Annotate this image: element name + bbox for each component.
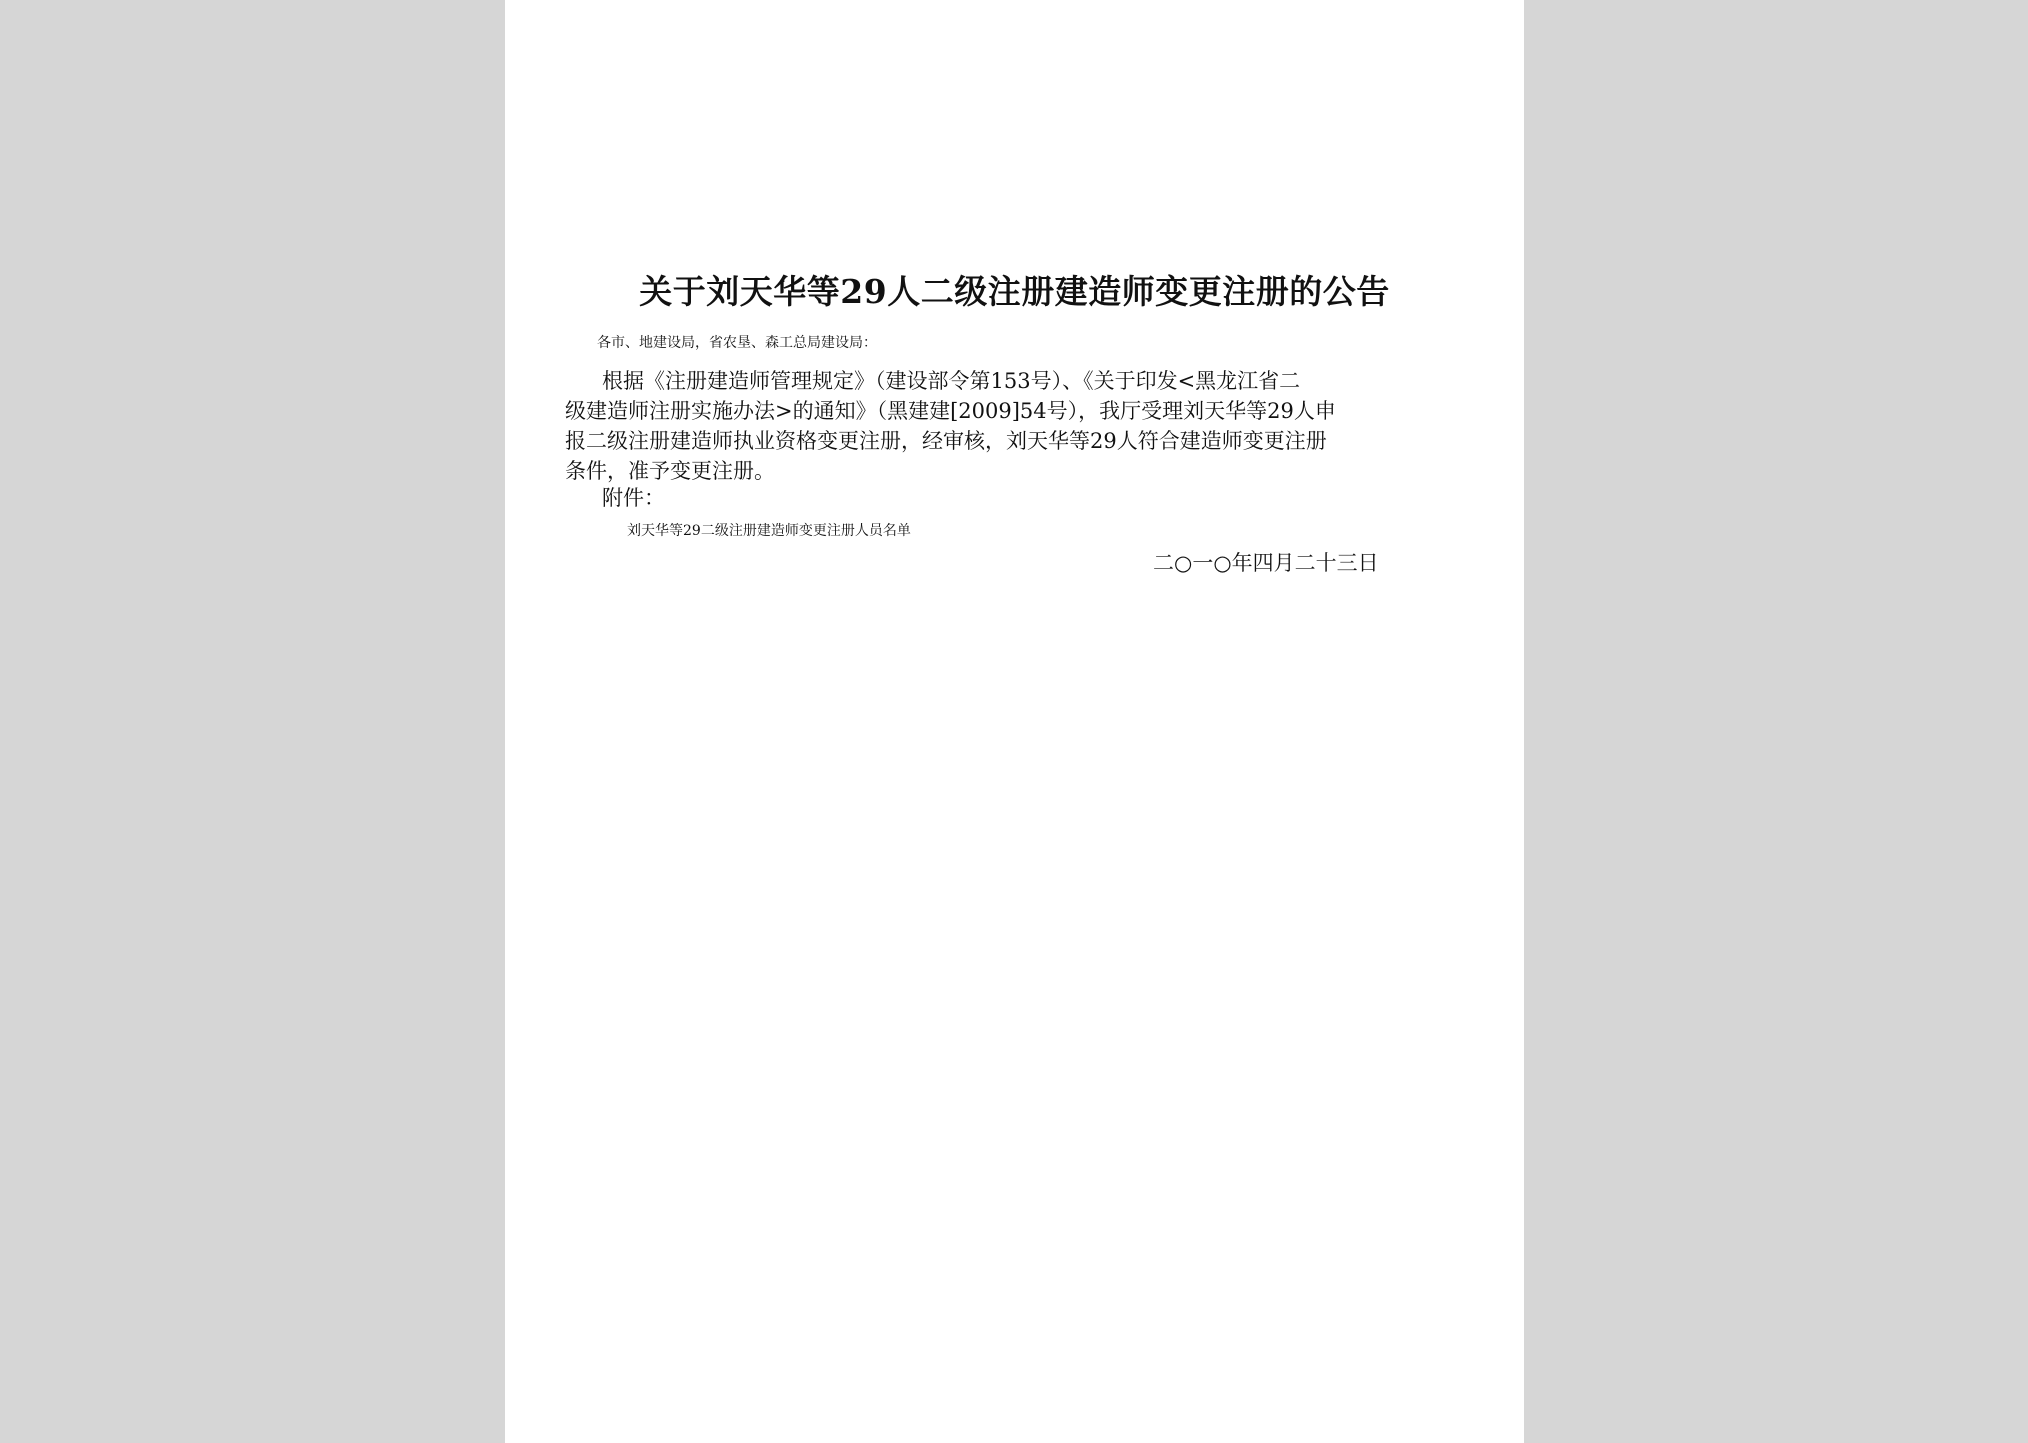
document-date: 二○一○年四月二十三日 (1153, 551, 1379, 575)
body-line: 级建造师注册实施办法>的通知》（黑建建[2009]54号），我厅受理刘天华等29人申 (565, 399, 1336, 423)
body-line: 报二级注册建造师执业资格变更注册，经审核，刘天华等29人符合建造师变更注册 (565, 429, 1327, 453)
body-line: 根据《注册建造师管理规定》（建设部令第153号）、《关于印发<黑龙江省二 (602, 369, 1301, 393)
attachment-label: 附件： (602, 486, 665, 510)
recipients-line: 各市、地建设局，省农垦、森工总局建设局： (597, 335, 877, 351)
attachment-item: 刘天华等29二级注册建造师变更注册人员名单 (627, 523, 911, 539)
document-page (505, 0, 1524, 1443)
body-paragraph (565, 366, 1465, 486)
body-line: 条件，准予变更注册。 (565, 459, 775, 483)
document-title: 关于刘天华等29人二级注册建造师变更注册的公告 (639, 272, 1390, 311)
